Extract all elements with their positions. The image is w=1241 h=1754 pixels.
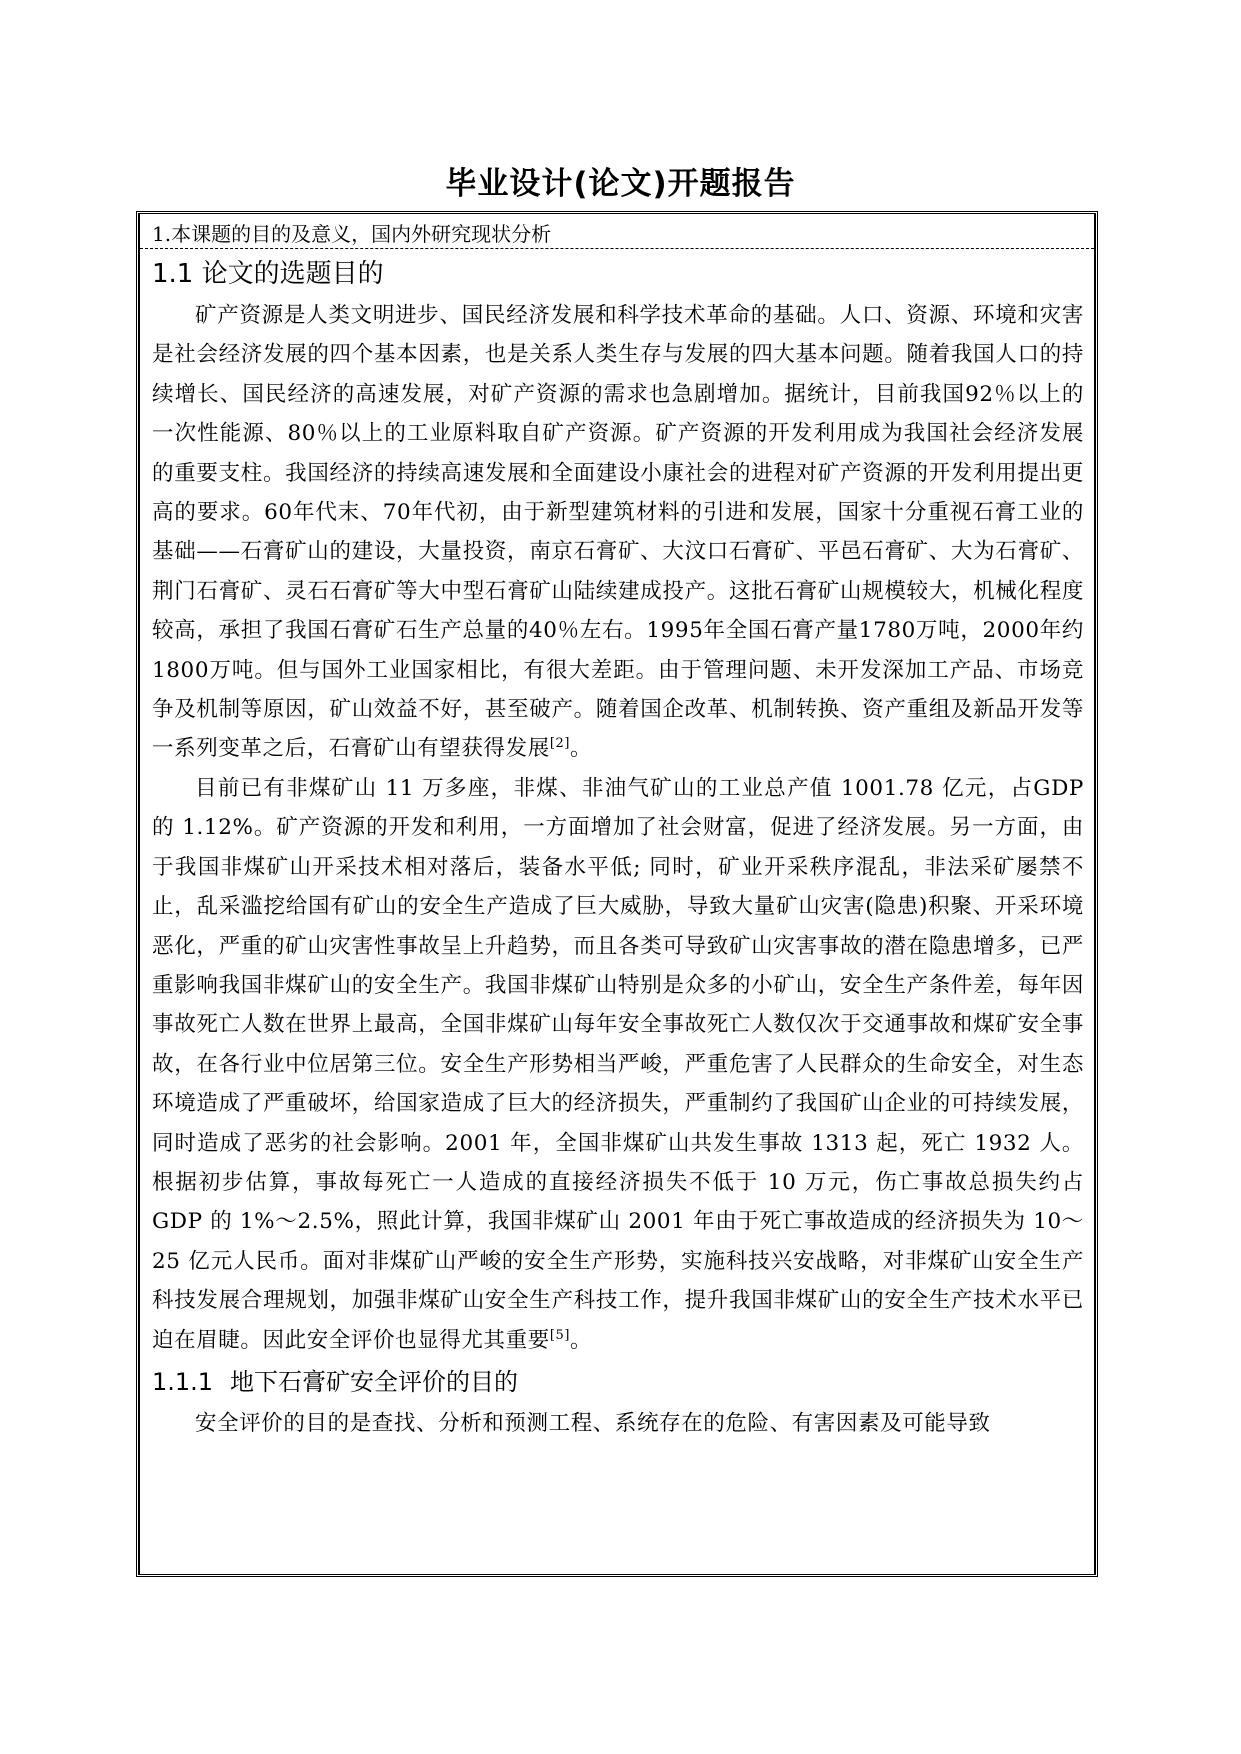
heading-1-1-1-number: 1.1.1 <box>152 1367 214 1396</box>
document-title: 毕业设计(论文)开题报告 <box>445 166 796 202</box>
citation-ref-5: [5] <box>549 1327 571 1343</box>
paragraph-safety-evaluation: 安全评价的目的是查找、分析和预测工程、系统存在的危险、有害因素及可能导致 <box>195 1410 991 1436</box>
paragraph-status-end: 。 <box>570 1327 593 1353</box>
paragraph-purpose <box>152 296 1084 769</box>
report-table-frame <box>136 211 1098 1577</box>
report-table-inner <box>139 214 1095 1574</box>
paragraph-purpose-text: 矿产资源是人类文明进步、国民经济发展和科学技术革命的基础。人口、资源、环境和灾害是社会经济发展的四个基本因素，也是关系人类生存与发展的四大基本问题。随着我国人口的持续增长、国民经济的高速发展，对矿产资源的需求也急剧增加。据统计，目前我国92％以上的一次性能源、80％以上的工业原料取自矿产资源。矿产资源的开发利用成为我国社会经济发展的重要支柱。我国经济的持续高速发展和全面建设小康社会的进程对矿产资源的开发利用提出更高的要求。60年代末、70年代初，由于新型建筑材料的引进和发展，国家十分重视石膏工业的基础——石膏矿山的建设，大量投资，南京石膏矿、大汶口石膏矿、平邑石膏矿、大为石膏矿、荆门石膏矿、灵石石膏矿等大中型石膏矿山陆续建成投产。这批石膏矿山规模较大，机械化程度较高，承担了我国石膏矿石生产总量的40％左右。1995年全国石膏产量1780万吨，2000年约1800万吨。但与国外工业国家相比，有很大差距。由于管理问题、未开发深加工产品、市场竞争及机制等原因，矿山效益不好，甚至破产。随着国企改革、机制转换、资产重组及新品开发等一系列变革之后，石膏矿山有望获得发展 <box>152 303 1084 762</box>
report-content <box>152 252 1084 1443</box>
section-header-text: 1.本课题的目的及意义，国内外研究现状分析 <box>152 222 552 246</box>
heading-1-1: 1.1 论文的选题目的 <box>152 259 384 289</box>
section-header-cell <box>140 214 1094 249</box>
paragraph-purpose-end: 。 <box>570 736 593 762</box>
heading-1-1-1-text: 地下石膏矿安全评价的目的 <box>230 1367 518 1396</box>
citation-ref-2: [2] <box>549 736 571 752</box>
paragraph-status-text: 目前已有非煤矿山 11 万多座，非煤、非油气矿山的工业总产值 1001.78 亿元，占GDP 的 1.12%。矿产资源的开发和利用，一方面增加了社会财富，促进了经济发展。另一方面，由于我国非煤矿山开采技术相对落后，装备水平低; 同时，矿业开采秩序混乱，非法采矿屡禁不止，乱采滥挖给国有矿山的安全生产造成了巨大威胁，导致大量矿山灾害(隐患)积聚、开采环境恶化，严重的矿山灾害性事故呈上升趋势，而且各类可导致矿山灾害事故的潜在隐患增多，已严重影响我国非煤矿山的安全生产。我国非煤矿山特别是众多的小矿山，安全生产条件差，每年因事故死亡人数在世界上最高，全国非煤矿山每年安全事故死亡人数仅次于交通事故和煤矿安全事故，在各行业中位居第三位。安全生产形势相当严峻，严重危害了人民群众的生命安全，对生态环境造成了严重破坏，给国家造成了巨大的经济损失，严重制约了我国矿山企业的可持续发展，同时造成了恶劣的社会影响。2001 年，全国非煤矿山共发生事故 1313 起，死亡 1932 人。根据初步估算，事故每死亡一人造成的直接经济损失不低于 10 万元，伤亡事故总损失约占 GDP 的 1%～2.5%，照此计算，我国非煤矿山 2001 年由于死亡事故造成的经济损失为 10～25 亿元人民币。面对非煤矿山严峻的安全生产形势，实施科技兴安战略，对非煤矿山安全生产科技发展合理规划，加强非煤矿山安全生产科技工作，提升我国非煤矿山的安全生产技术水平已迫在眉睫。因此安全评价也显得尤其重要 <box>152 775 1084 1353</box>
heading-1-1-1 <box>152 1360 1084 1404</box>
paragraph-status <box>152 769 1084 1360</box>
